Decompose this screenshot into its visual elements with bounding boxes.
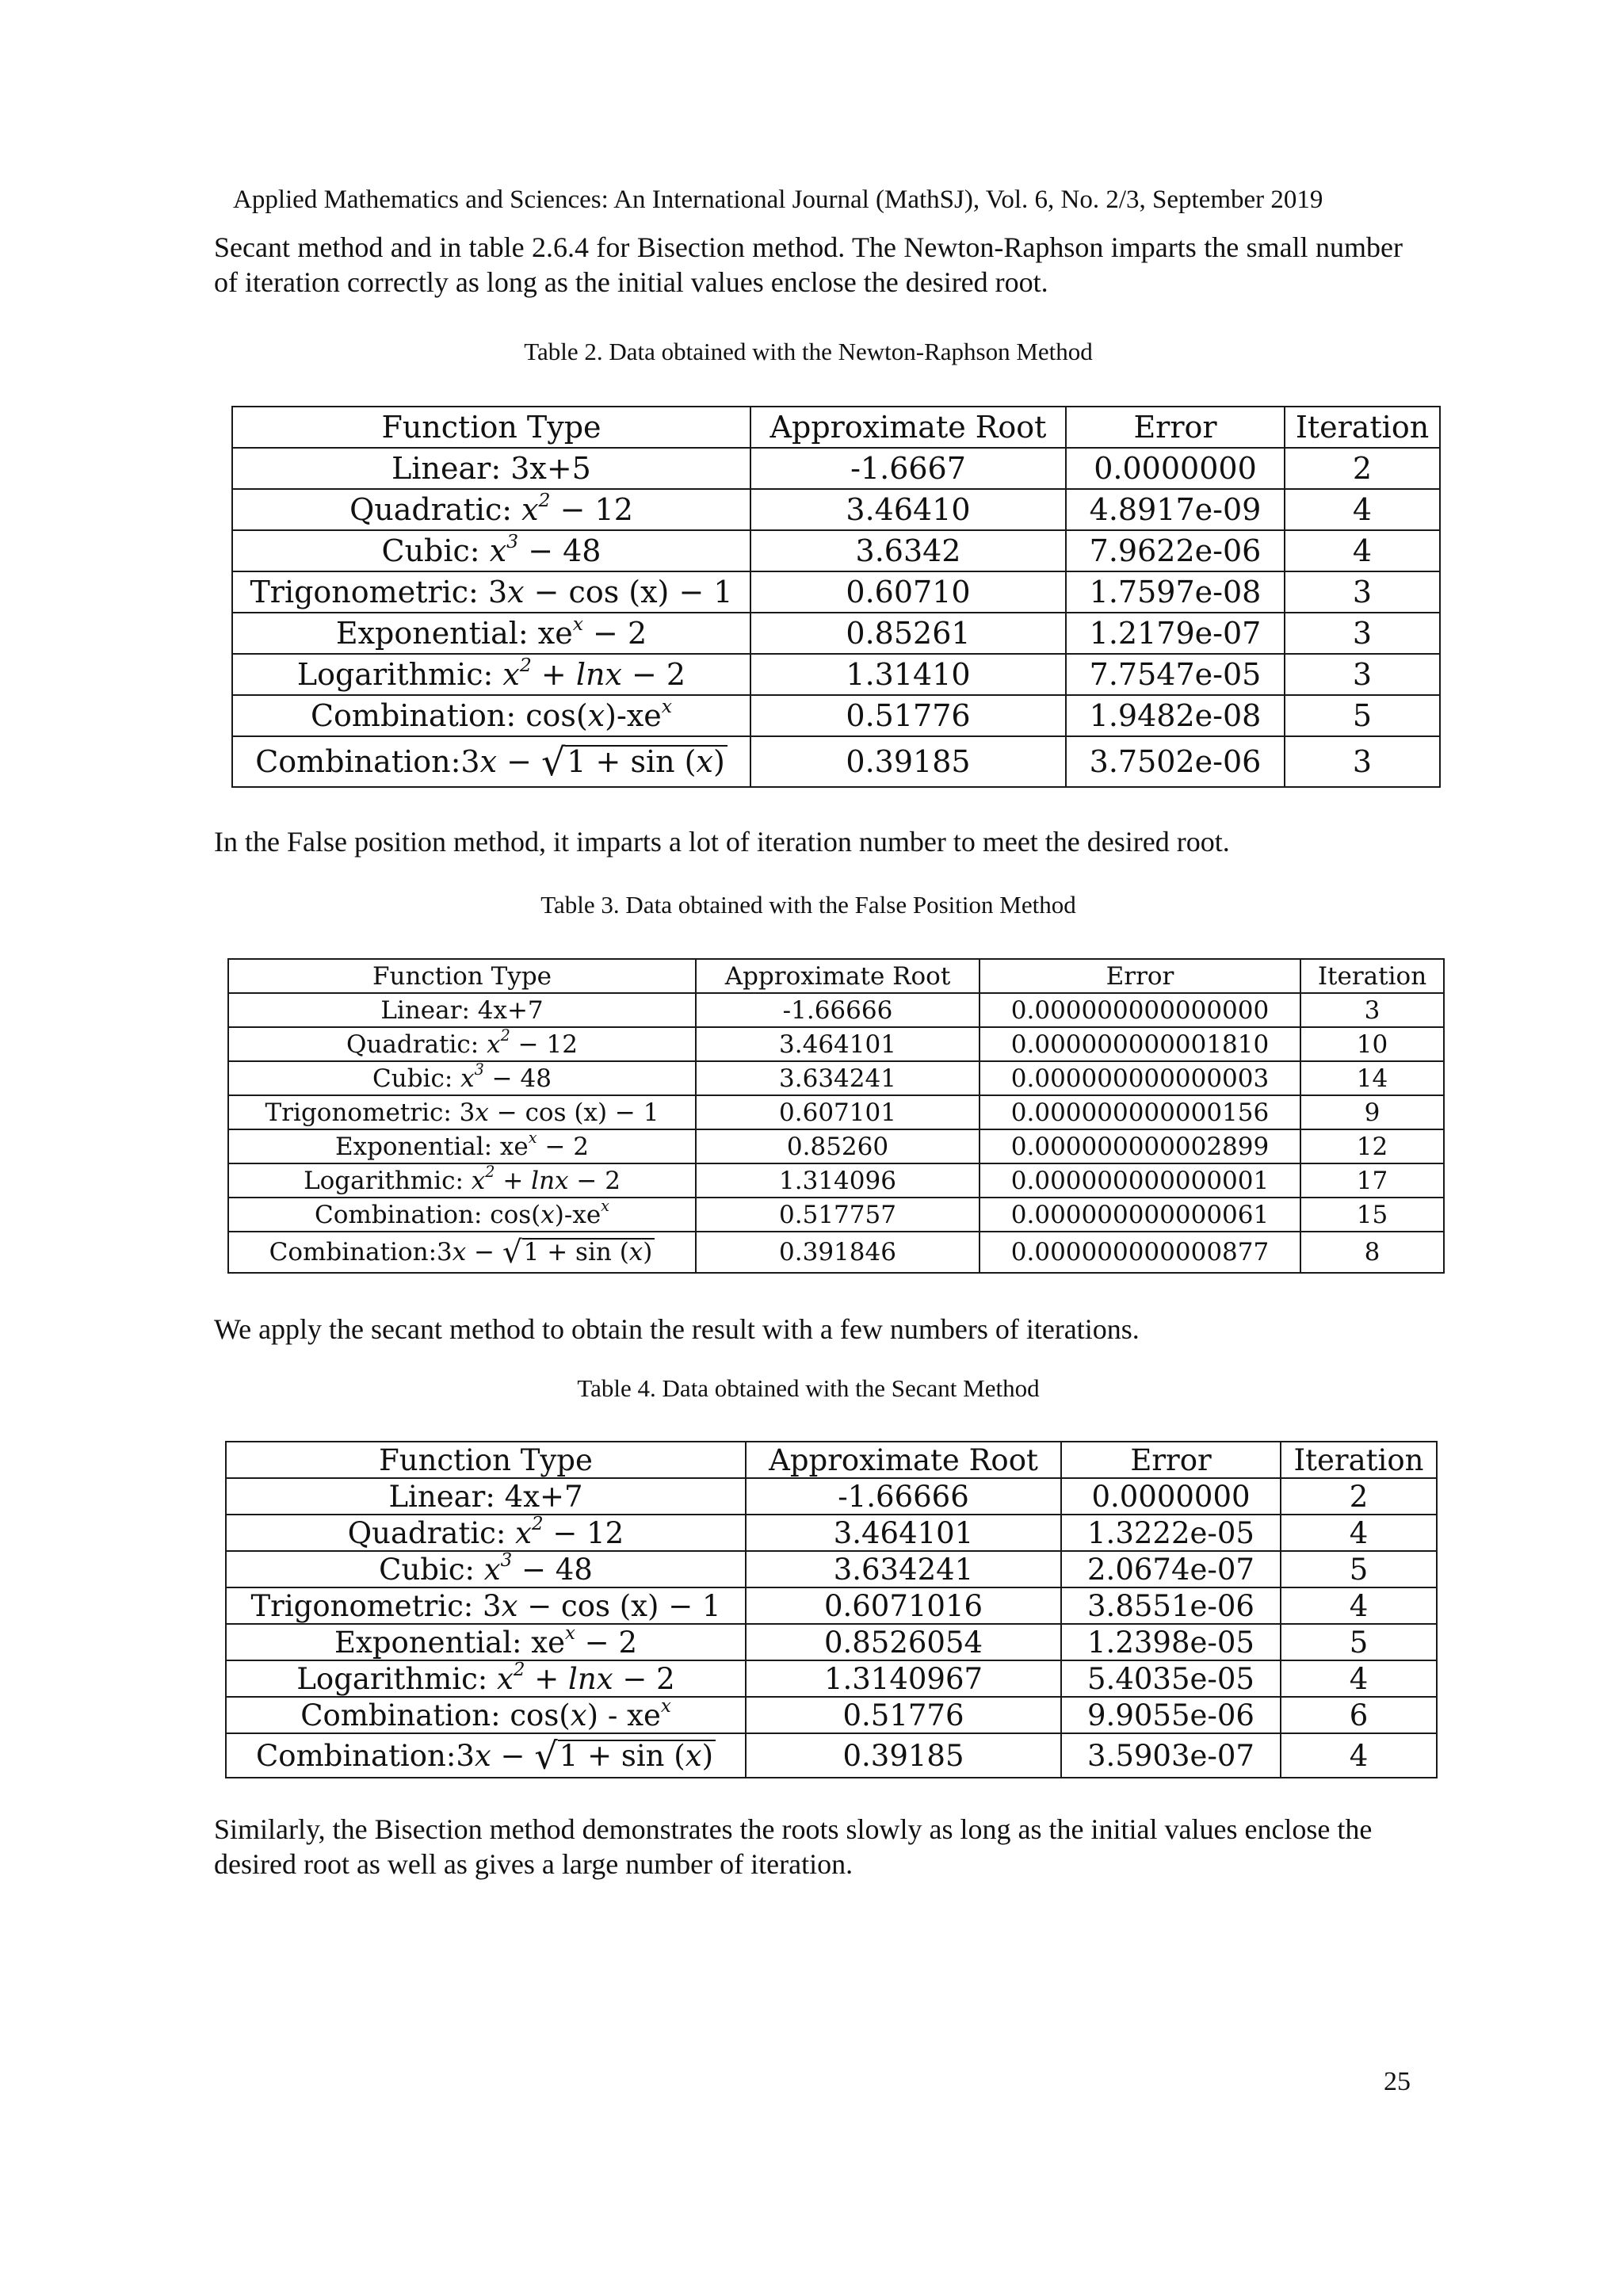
error-cell: 0.0000000 bbox=[1061, 1478, 1281, 1515]
root-cell: 0.391846 bbox=[696, 1232, 980, 1273]
iteration-cell: 5 bbox=[1281, 1551, 1437, 1587]
header-approximate-root: Approximate Root bbox=[746, 1442, 1061, 1478]
function-cell: Combination:3x − √1 + sin (x) bbox=[232, 736, 750, 787]
error-cell: 0.000000000000156 bbox=[980, 1095, 1300, 1129]
header-function-type: Function Type bbox=[232, 407, 750, 448]
function-cell: Logarithmic: $x^2 + \ln x - 2$ bbox=[228, 1163, 696, 1198]
running-header: Applied Mathematics and Sciences: An International Journal (MathSJ), Vol. 6, No. 2/3, September 2019 bbox=[233, 185, 1323, 214]
iteration-cell: 4 bbox=[1285, 489, 1440, 530]
table-row bbox=[226, 1733, 1437, 1778]
formula: $x^3$ bbox=[489, 530, 519, 568]
root-cell: 3.464101 bbox=[696, 1027, 980, 1061]
table-row bbox=[228, 1129, 1444, 1163]
function-cell: Logarithmic: $x^2 + \ln x - 2$ bbox=[226, 1660, 746, 1697]
error-cell: 0.000000000000061 bbox=[980, 1198, 1300, 1232]
table-4-caption: Table 4. Data obtained with the Secant Method bbox=[577, 1374, 1040, 1402]
error-cell: 3.7502e-06 bbox=[1066, 736, 1285, 787]
iteration-cell: 2 bbox=[1285, 448, 1440, 489]
error-cell: 9.9055e-06 bbox=[1061, 1697, 1281, 1733]
iteration-cell: 4 bbox=[1285, 530, 1440, 571]
iteration-cell: 3 bbox=[1285, 654, 1440, 695]
function-label: Linear: 3x+5 bbox=[391, 451, 591, 486]
header-iteration: Iteration bbox=[1281, 1442, 1437, 1478]
error-cell: 3.5903e-07 bbox=[1061, 1733, 1281, 1778]
function-label: Logarithmic: bbox=[304, 1166, 472, 1195]
function-cell: Cubic: $x^3 - 48$ bbox=[232, 530, 750, 571]
function-cell: Trigonometric: 3x − cos (x) − 1 bbox=[232, 571, 750, 613]
iteration-cell: 3 bbox=[1285, 571, 1440, 613]
root-cell: 3.464101 bbox=[746, 1515, 1061, 1551]
function-label: Combination: cos( bbox=[310, 698, 588, 733]
iteration-cell: 4 bbox=[1281, 1587, 1437, 1624]
iteration-cell: 15 bbox=[1300, 1198, 1444, 1232]
table-row bbox=[226, 1660, 1437, 1697]
header-iteration: Iteration bbox=[1300, 959, 1444, 993]
root-cell: 0.39185 bbox=[750, 736, 1066, 787]
table-header-row bbox=[228, 959, 1444, 993]
function-cell: Combination: $\cos(x)-xe^x$ bbox=[232, 695, 750, 736]
function-cell: Exponential: $xe^x - 2$ bbox=[226, 1624, 746, 1660]
table-row bbox=[232, 613, 1440, 654]
iteration-cell: 4 bbox=[1281, 1515, 1437, 1551]
error-cell: 7.9622e-06 bbox=[1066, 530, 1285, 571]
iteration-cell: 6 bbox=[1281, 1697, 1437, 1733]
table-row bbox=[226, 1478, 1437, 1515]
root-cell: 3.634241 bbox=[696, 1061, 980, 1095]
iteration-cell: 9 bbox=[1300, 1095, 1444, 1129]
error-cell: 1.7597e-08 bbox=[1066, 571, 1285, 613]
root-cell: 1.3140967 bbox=[746, 1660, 1061, 1697]
error-cell: 7.7547e-05 bbox=[1066, 654, 1285, 695]
iteration-cell: 8 bbox=[1300, 1232, 1444, 1273]
error-cell: 5.4035e-05 bbox=[1061, 1660, 1281, 1697]
function-label: Trigonometric: bbox=[265, 1098, 460, 1127]
function-cell: Cubic: $x^3 - 48$ bbox=[228, 1061, 696, 1095]
function-label: Trigonometric: bbox=[250, 1588, 483, 1623]
iteration-cell: 5 bbox=[1285, 695, 1440, 736]
error-cell: 0.000000000000001 bbox=[980, 1163, 1300, 1198]
root-cell: 3.6342 bbox=[750, 530, 1066, 571]
error-cell: 4.8917e-09 bbox=[1066, 489, 1285, 530]
paragraph-secant: We apply the secant method to obtain the result with a few numbers of iterations. bbox=[214, 1313, 1140, 1345]
error-cell: 0.0000000 bbox=[1066, 448, 1285, 489]
sqrt-symbol: √1 + sin (x) bbox=[534, 1739, 716, 1773]
paragraph-bisection: Similarly, the Bisection method demonstrates the roots slowly as long as the initial values enclose the desired root as well as gives a large number of iteration. bbox=[214, 1813, 1373, 1880]
function-cell: Combination:3x − √1 + sin (x) bbox=[228, 1232, 696, 1273]
error-cell: 2.0674e-07 bbox=[1061, 1551, 1281, 1587]
error-cell: 3.8551e-06 bbox=[1061, 1587, 1281, 1624]
table-row bbox=[232, 571, 1440, 613]
function-label: Logarithmic: bbox=[296, 657, 503, 692]
function-label: Linear: 4x+7 bbox=[388, 1479, 583, 1514]
error-cell: 1.9482e-08 bbox=[1066, 695, 1285, 736]
function-cell: Logarithmic: $x^2 + \ln x - 2$ bbox=[232, 654, 750, 695]
table-row bbox=[226, 1551, 1437, 1587]
function-cell: Trigonometric: 3x − cos (x) − 1 bbox=[226, 1587, 746, 1624]
root-cell: 1.314096 bbox=[696, 1163, 980, 1198]
iteration-cell: 12 bbox=[1300, 1129, 1444, 1163]
secant-table bbox=[225, 1441, 1438, 1778]
iteration-cell: 14 bbox=[1300, 1061, 1444, 1095]
header-error: Error bbox=[1061, 1442, 1281, 1478]
table-row bbox=[228, 993, 1444, 1027]
error-cell: 1.2398e-05 bbox=[1061, 1624, 1281, 1660]
root-cell: 3.634241 bbox=[746, 1551, 1061, 1587]
table-2-caption: Table 2. Data obtained with the Newton-Raphson Method bbox=[524, 338, 1093, 365]
function-label: Linear: 4x+7 bbox=[380, 995, 544, 1025]
function-label: Cubic: bbox=[379, 1552, 484, 1587]
function-cell: Exponential: $xe^x - 2$ bbox=[228, 1129, 696, 1163]
error-cell: 0.000000000002899 bbox=[980, 1129, 1300, 1163]
function-label: Quadratic: bbox=[349, 492, 522, 527]
root-cell: 0.60710 bbox=[750, 571, 1066, 613]
table-row bbox=[228, 1095, 1444, 1129]
table-row bbox=[228, 1198, 1444, 1232]
table-row bbox=[232, 695, 1440, 736]
function-cell: Trigonometric: 3x − cos (x) − 1 bbox=[228, 1095, 696, 1129]
table-row bbox=[232, 530, 1440, 571]
root-cell: 0.39185 bbox=[746, 1733, 1061, 1778]
function-label: Combination:3 bbox=[255, 1738, 475, 1773]
iteration-cell: 5 bbox=[1281, 1624, 1437, 1660]
header-approximate-root: Approximate Root bbox=[696, 959, 980, 993]
function-cell: Quadratic: $x^2 - 12$ bbox=[226, 1515, 746, 1551]
function-label: Combination: cos( bbox=[314, 1200, 541, 1229]
function-cell: Combination: $\cos(x)-xe^x$ bbox=[228, 1198, 696, 1232]
root-cell: 0.51776 bbox=[750, 695, 1066, 736]
function-label: Cubic: bbox=[381, 533, 490, 568]
root-cell: 0.85260 bbox=[696, 1129, 980, 1163]
function-cell: Exponential: $xe^x - 2$ bbox=[232, 613, 750, 654]
page-number: 25 bbox=[1384, 2067, 1411, 2096]
paragraph-intro: Secant method and in table 2.6.4 for Bisection method. The Newton-Raphson imparts the small number of iteration correctly as long as the initial values enclose the desired root. bbox=[214, 231, 1403, 298]
table-row bbox=[232, 489, 1440, 530]
header-approximate-root: Approximate Root bbox=[750, 407, 1066, 448]
error-cell: 0.000000000000877 bbox=[980, 1232, 1300, 1273]
table-row bbox=[228, 1027, 1444, 1061]
root-cell: 0.51776 bbox=[746, 1697, 1061, 1733]
table-row bbox=[228, 1061, 1444, 1095]
function-label: Exponential: xe bbox=[335, 616, 573, 651]
function-cell: Combination: $\cos(x) - xe^x$ bbox=[226, 1697, 746, 1733]
root-cell: 0.85261 bbox=[750, 613, 1066, 654]
error-cell: 1.2179e-07 bbox=[1066, 613, 1285, 654]
table-header-row bbox=[226, 1442, 1437, 1478]
iteration-cell: 17 bbox=[1300, 1163, 1444, 1198]
table-row bbox=[226, 1587, 1437, 1624]
function-cell: Quadratic: $x^2 - 12$ bbox=[228, 1027, 696, 1061]
table-row bbox=[232, 654, 1440, 695]
iteration-cell: 3 bbox=[1285, 613, 1440, 654]
root-cell: 0.8526054 bbox=[746, 1624, 1061, 1660]
function-cell bbox=[228, 993, 696, 1027]
root-cell: -1.66666 bbox=[696, 993, 980, 1027]
table-row bbox=[232, 736, 1440, 787]
root-cell: 1.31410 bbox=[750, 654, 1066, 695]
root-cell: -1.6667 bbox=[750, 448, 1066, 489]
function-label: Trigonometric: bbox=[250, 575, 488, 609]
function-cell: Quadratic: $x^2 - 12$ bbox=[232, 489, 750, 530]
function-cell: Cubic: $x^3 - 48$ bbox=[226, 1551, 746, 1587]
function-label: Combination: cos( bbox=[300, 1698, 571, 1733]
function-label: Combination:3 bbox=[255, 744, 480, 779]
table-row bbox=[226, 1515, 1437, 1551]
header-error: Error bbox=[980, 959, 1300, 993]
iteration-cell: 3 bbox=[1300, 993, 1444, 1027]
function-label: Logarithmic: bbox=[296, 1661, 498, 1696]
table-header-row bbox=[232, 407, 1440, 448]
false-position-table bbox=[227, 958, 1445, 1274]
paragraph-false-position: In the False position method, it imparts a lot of iteration number to meet the desired root. bbox=[214, 826, 1230, 858]
error-cell: 1.3222e-05 bbox=[1061, 1515, 1281, 1551]
function-label: Exponential: xe bbox=[334, 1132, 529, 1161]
root-cell: -1.66666 bbox=[746, 1478, 1061, 1515]
table-row bbox=[228, 1163, 1444, 1198]
iteration-cell: 2 bbox=[1281, 1478, 1437, 1515]
function-label: Combination:3 bbox=[269, 1238, 453, 1266]
function-cell bbox=[232, 448, 750, 489]
formula: $x^2$ bbox=[521, 489, 551, 527]
iteration-cell: 4 bbox=[1281, 1660, 1437, 1697]
header-iteration: Iteration bbox=[1285, 407, 1440, 448]
error-cell: 0.000000000000000 bbox=[980, 993, 1300, 1027]
error-cell: 0.000000000000003 bbox=[980, 1061, 1300, 1095]
table-row bbox=[226, 1624, 1437, 1660]
function-label: Cubic: bbox=[372, 1064, 461, 1093]
table-3-caption: Table 3. Data obtained with the False Position Method bbox=[540, 891, 1076, 919]
error-cell: 0.000000000001810 bbox=[980, 1027, 1300, 1061]
function-label: Quadratic: bbox=[346, 1030, 487, 1059]
header-function-type: Function Type bbox=[226, 1442, 746, 1478]
table-row bbox=[228, 1232, 1444, 1273]
function-cell: Combination:3x − √1 + sin (x) bbox=[226, 1733, 746, 1778]
header-function-type: Function Type bbox=[228, 959, 696, 993]
newton-raphson-table bbox=[231, 406, 1441, 788]
table-row bbox=[232, 448, 1440, 489]
root-cell: 3.46410 bbox=[750, 489, 1066, 530]
root-cell: 0.607101 bbox=[696, 1095, 980, 1129]
function-cell bbox=[226, 1478, 746, 1515]
sqrt-symbol: √1 + sin (x) bbox=[502, 1238, 655, 1266]
table-row bbox=[226, 1697, 1437, 1733]
root-cell: 0.517757 bbox=[696, 1198, 980, 1232]
sqrt-symbol: √1 + sin (x) bbox=[541, 744, 727, 779]
root-cell: 0.6071016 bbox=[746, 1587, 1061, 1624]
iteration-cell: 10 bbox=[1300, 1027, 1444, 1061]
function-label: Exponential: xe bbox=[334, 1625, 565, 1660]
iteration-cell: 3 bbox=[1285, 736, 1440, 787]
iteration-cell: 4 bbox=[1281, 1733, 1437, 1778]
function-label: Quadratic: bbox=[347, 1515, 516, 1550]
header-error: Error bbox=[1066, 407, 1285, 448]
